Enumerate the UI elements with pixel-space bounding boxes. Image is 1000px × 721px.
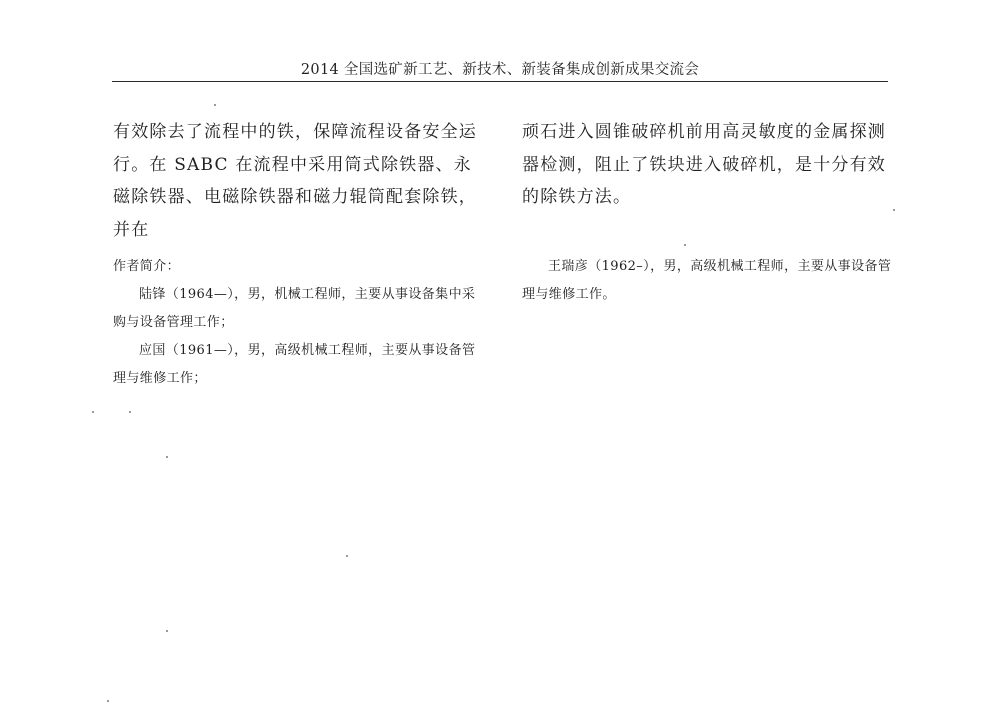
author-bios-left xyxy=(113,253,485,393)
scan-speck xyxy=(166,630,168,632)
scan-speck xyxy=(893,209,895,211)
header-rule xyxy=(112,81,888,82)
author-bio-heading: 作者简介： xyxy=(113,259,181,274)
scan-speck xyxy=(214,104,216,106)
scan-speck xyxy=(129,411,131,413)
body-text-right-column: 顽石进入圆锥破碎机前用高灵敏度的金属探测器检测，阻止了铁块进入破碎机，是十分有效的除铁方法。 xyxy=(522,122,886,207)
author-bios-right xyxy=(522,253,894,309)
author-bio-lu-feng: 陆锋（1964—），男，机械工程师，主要从事设备集中采购与设备管理工作； xyxy=(113,287,476,330)
scan-speck xyxy=(107,700,109,702)
scan-speck xyxy=(92,411,94,413)
body-text-left-column: 有效除去了流程中的铁，保障流程设备安全运行。在 SABC 在流程中采用筒式除铁器、永磁除铁器、电磁除铁器和磁力辊筒配套除铁，并在 xyxy=(113,122,477,240)
scan-speck xyxy=(684,244,686,246)
scan-speck xyxy=(166,456,168,458)
author-bio-wang-ruiyan: 王瑞彦（1962–），男，高级机械工程师，主要从事设备管理与维修工作。 xyxy=(522,259,892,302)
author-bio-ying-guo: 应国（1961—），男，高级机械工程师，主要从事设备管理与维修工作； xyxy=(113,343,476,386)
scan-speck xyxy=(346,555,348,557)
running-header: 2014 全国选矿新工艺、新技术、新装备集成创新成果交流会 xyxy=(300,62,700,78)
